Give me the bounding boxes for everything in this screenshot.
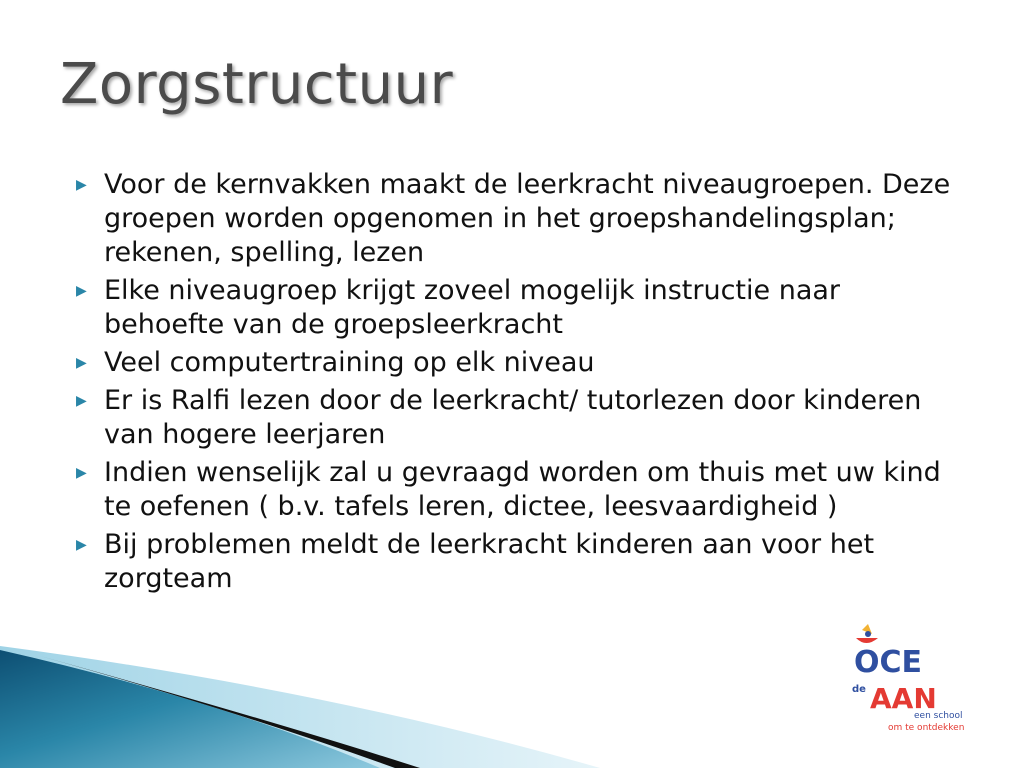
list-item [74,528,964,596]
bullet-text: Voor de kernvakken maakt de leerkracht niveaugroepen. Deze groepen worden opgenomen in het groepshandelingsplan; rekenen, spelling, lezen [104,169,951,268]
list-item [74,384,964,452]
bullet-text: Elke niveaugroep krijgt zoveel mogelijk instructie naar behoefte van de groepsleerkracht [104,275,841,340]
slide-title: Zorgstructuur [60,52,454,117]
triangle-bullet-icon: ▶ [76,537,87,553]
triangle-bullet-icon: ▶ [76,393,87,409]
school-logo [848,622,968,738]
logo-tagline-2: om te ontdekken [888,723,965,733]
list-item [74,168,964,270]
triangle-bullet-icon: ▶ [76,177,87,193]
school-logo-graphic [848,622,968,738]
bullet-text: Veel computertraining op elk niveau [104,347,595,378]
triangle-bullet-icon: ▶ [76,355,87,371]
logo-tagline-1: een school [914,711,963,721]
bullet-text: Indien wenselijk zal u gevraagd worden om thuis met uw kind te oefenen ( b.v. tafels leren, dictee, leesvaardigheid ) [104,457,941,522]
bullet-text: Er is Ralfi lezen door de leerkracht/ tutorlezen door kinderen van hogere leerjaren [104,385,922,450]
list-item [74,274,964,342]
logo-word-de: de [852,684,866,695]
list-item [74,346,964,380]
bullet-text: Bij problemen meldt de leerkracht kinderen aan voor het zorgteam [104,529,875,594]
triangle-bullet-icon: ▶ [76,465,87,481]
triangle-bullet-icon: ▶ [76,283,87,299]
bullet-list [74,168,964,600]
logo-word-oce: OCE [854,645,923,680]
list-item [74,456,964,524]
logo-word-aan: AAN [870,682,937,715]
